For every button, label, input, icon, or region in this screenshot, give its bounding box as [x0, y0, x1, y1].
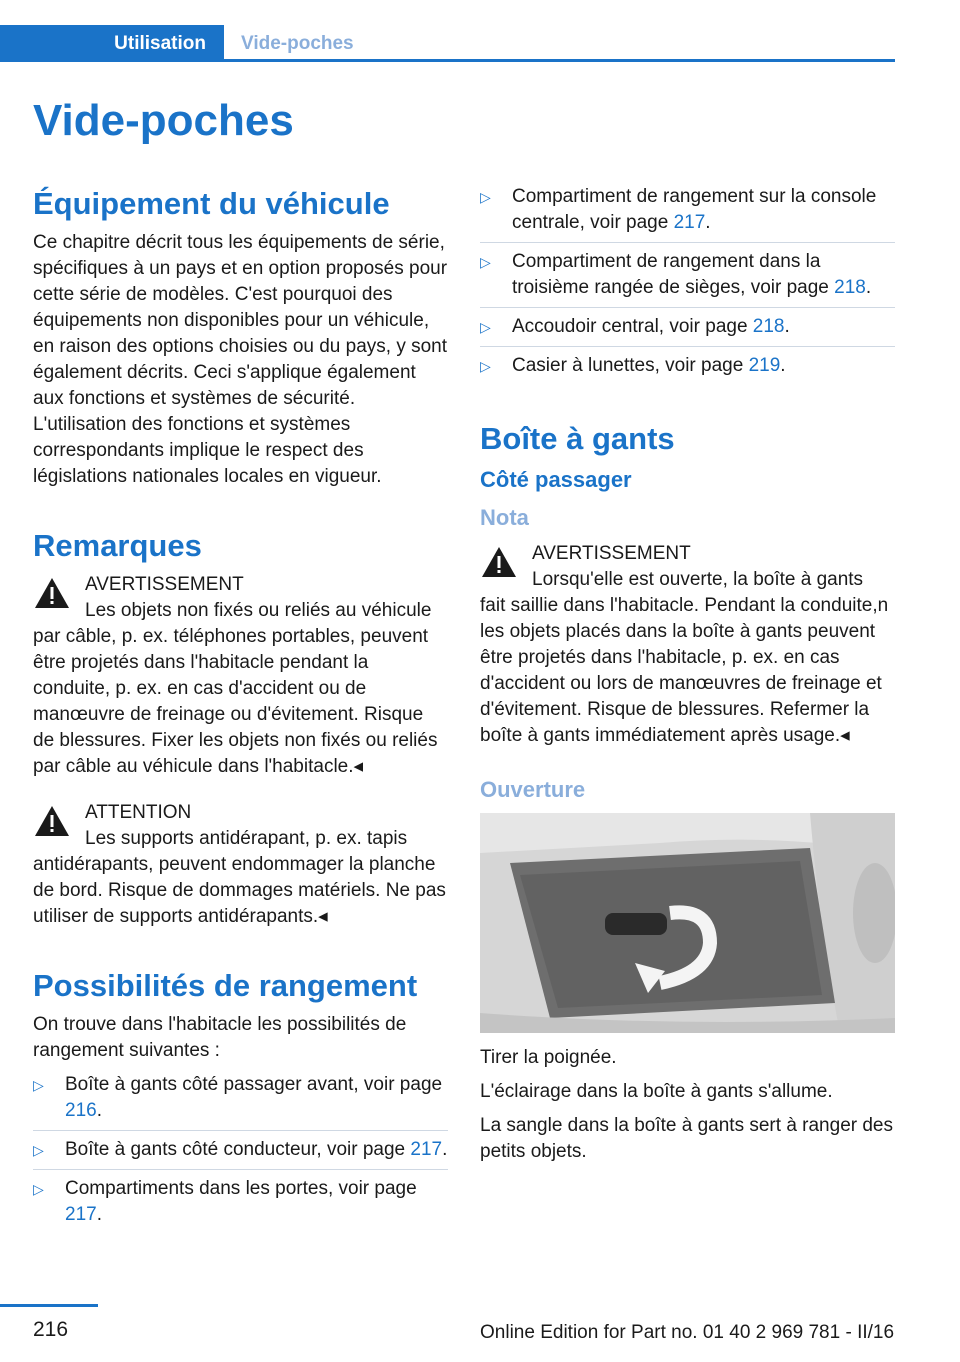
- glovebox-warning-block: [480, 541, 895, 749]
- warning-first-line: Les objets non fixés ou reliés au véhicule: [85, 600, 432, 621]
- storage-list: [33, 1072, 448, 1234]
- glovebox-heading: Boîte à gants: [480, 421, 675, 456]
- header-rule: [0, 59, 895, 62]
- triangle-bullet-icon: ▷: [33, 1077, 44, 1093]
- list-item: ▷ Compartiment de rangement dans la troisième rangée de sièges, voir page 218.: [480, 249, 895, 308]
- right-column: [480, 184, 895, 1173]
- footer-rule: [0, 1304, 98, 1307]
- attention-block: [33, 800, 448, 930]
- storage-intro: On trouve dans l'habitacle les possibilités de rangement suivantes :: [33, 1014, 407, 1061]
- page-title: Vide-poches: [33, 96, 294, 145]
- list-item: ▷ Casier à lunettes, voir page 219.: [480, 353, 895, 385]
- step-light: L'éclairage dans la boîte à gants s'allume.: [480, 1081, 833, 1102]
- warning-text: fait saillie dans l'habitacle. Pendant la conduite,n les objets placés dans la boîte à gants peuvent être projetés dans l'habitacle, p. ex. en cas d'accident ou lors de manœuvres de freinage et d'évitement. Risque de blessures. Refermer la boîte à gants immédiatement après usage.◂: [480, 595, 889, 746]
- page-link[interactable]: 217: [65, 1204, 97, 1225]
- list-item: ▷ Boîte à gants côté conducteur, voir page 217.: [33, 1137, 448, 1170]
- page-link[interactable]: 218: [752, 316, 785, 337]
- warning-first-line: Lorsqu'elle est ouverte, la boîte à gants: [532, 569, 864, 590]
- topic-tab[interactable]: Vide-poches: [241, 33, 354, 54]
- step-strap: La sangle dans la boîte à gants sert à ranger des petits objets.: [480, 1115, 893, 1162]
- equipment-text: Ce chapitre décrit tous les équipements de série, spécifiques à un pays et en option proposés pour cette série de modèles. C'est pourquoi des équipements non disponibles pour un véhicule, en raison des options choisies ou du pays, y sont également décrits. Ceci s'applique également aux fonctions et systèmes de sécurité. L'utilisation des fonctions et systèmes correspondants implique le respect des législations nationales locales en vigueur.: [33, 232, 448, 487]
- remarks-heading: Remarques: [33, 528, 202, 563]
- attention-first-line: Les supports antidérapant, p. ex. tapis: [85, 828, 408, 849]
- triangle-bullet-icon: ▷: [480, 358, 491, 374]
- page-number: 216: [33, 1318, 69, 1341]
- page-link[interactable]: 219: [748, 355, 781, 376]
- section-tab[interactable]: Utilisation: [0, 25, 224, 62]
- nota-heading: Nota: [480, 505, 529, 530]
- step-pull-handle: Tirer la poignée.: [480, 1047, 617, 1068]
- warning-label: AVERTISSEMENT: [532, 543, 691, 564]
- page-header: [0, 0, 895, 62]
- warning-triangle-icon: [33, 576, 71, 610]
- triangle-bullet-icon: ▷: [480, 254, 491, 270]
- list-item: ▷ Accoudoir central, voir page 218.: [480, 314, 895, 347]
- triangle-bullet-icon: ▷: [480, 319, 491, 335]
- passenger-side-heading: Côté passager: [480, 467, 632, 492]
- opening-heading: Ouverture: [480, 777, 586, 802]
- list-item: ▷ Compartiments dans les portes, voir page 217.: [33, 1178, 417, 1225]
- storage-heading: Possibilités de rangement: [33, 968, 418, 1003]
- warning-label: AVERTISSEMENT: [85, 574, 244, 595]
- warning-text: par câble, p. ex. téléphones portables, peuvent être projetés dans l'habitacle pendant la conduite, p. ex. en cas d'accident ou de manœuvre de freinage ou d'évitement. Risque de blessures. Fixer les objets non fixés ou reliés par câble au véhicule dans l'habitacle.◂: [33, 626, 438, 777]
- attention-label: ATTENTION: [85, 802, 192, 823]
- triangle-bullet-icon: ▷: [33, 1181, 44, 1197]
- glovebox-photo: [480, 813, 895, 1033]
- list-item: ▷ Boîte à gants côté passager avant, voir page 216.: [33, 1072, 448, 1131]
- storage-list-continued: [480, 184, 895, 385]
- warning-triangle-icon: [480, 545, 518, 579]
- equipment-heading: Équipement du véhicule: [33, 186, 390, 221]
- attention-text: antidérapants, peuvent endommager la planche de bord. Risque de dommages matériels. Ne pas utiliser de supports antidérapants.◂: [33, 854, 446, 927]
- page-link[interactable]: 216: [65, 1100, 97, 1121]
- list-item: ▷ Compartiment de rangement sur la console centrale, voir page 217.: [480, 184, 895, 243]
- page-link[interactable]: 218: [834, 277, 866, 298]
- page-link[interactable]: 217: [410, 1139, 443, 1160]
- edition-text: Online Edition for Part no. 01 40 2 969 781 - II/16: [480, 1322, 895, 1343]
- triangle-bullet-icon: ▷: [480, 189, 491, 205]
- left-column: [33, 184, 448, 1240]
- warning-triangle-icon: [33, 804, 71, 838]
- triangle-bullet-icon: ▷: [33, 1142, 44, 1158]
- page-link[interactable]: 217: [673, 212, 706, 233]
- warning-block: [33, 572, 448, 780]
